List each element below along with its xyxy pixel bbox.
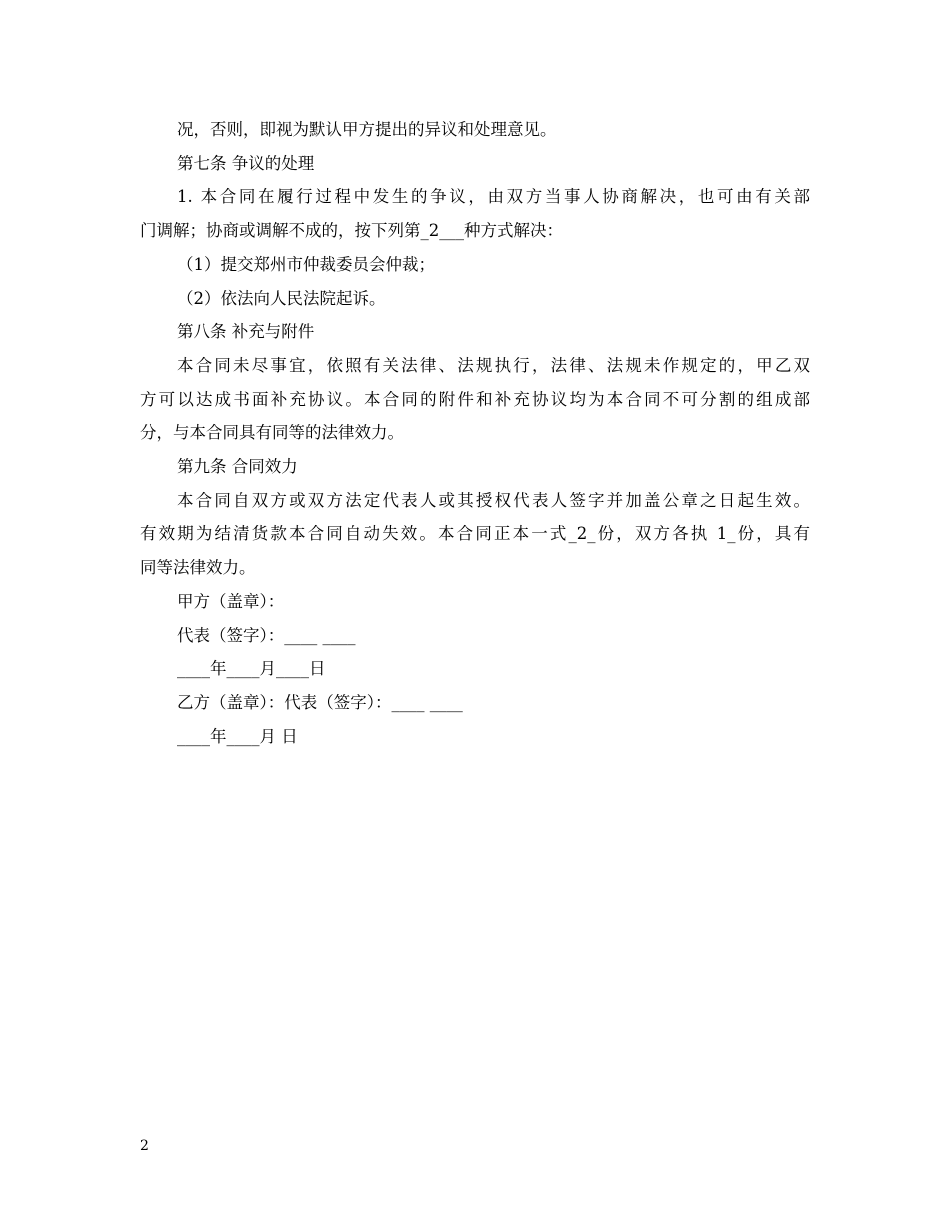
paragraph-line: 门调解；协商或调解不成的，按下列第_2___种方式解决： — [140, 221, 563, 241]
party-a-signature-line: 代表（签字）：____ ____ — [177, 625, 356, 645]
section-heading-article-9: 第九条 合同效力 — [177, 457, 298, 477]
paragraph-line: 况，否则，即视为默认甲方提出的异议和处理意见。 — [177, 120, 557, 139]
list-item: （1）提交郑州市仲裁委员会仲裁； — [177, 254, 435, 274]
page-number: 2 — [140, 1138, 149, 1154]
paragraph-line: 同等法律效力。 — [140, 558, 256, 578]
paragraph-line: 1. 本合同在履行过程中发生的争议，由双方当事人协商解决，也可由有关部 — [177, 187, 810, 207]
paragraph-line: 本合同未尽事宜，依照有关法律、法规执行，法律、法规未作规定的，甲乙双 — [177, 355, 810, 375]
document-body — [140, 113, 810, 753]
paragraph-line: 分，与本合同具有同等的法律效力。 — [140, 423, 404, 443]
party-a-date-line: ____年____月____日 — [177, 659, 326, 679]
section-heading-article-7: 第七条 争议的处理 — [177, 153, 315, 173]
party-b-date-line: ____年____月 日 — [177, 726, 298, 746]
list-item: （2）依法向人民法院起诉。 — [177, 288, 386, 308]
party-a-seal-line: 甲方（盖章）： — [177, 591, 285, 611]
paragraph-line: 有效期为结清货款本合同自动失效。本合同正本一式_2_份，双方各执 1_份，具有 — [140, 524, 810, 544]
paragraph-line: 本合同自双方或双方法定代表人或其授权代表人签字并加盖公章之日起生效。 — [177, 490, 810, 510]
section-heading-article-8: 第八条 补充与附件 — [177, 322, 315, 342]
party-b-seal-signature-line: 乙方（盖章）：代表（签字）：____ ____ — [177, 692, 463, 712]
paragraph-line: 方可以达成书面补充协议。本合同的附件和补充协议均为本合同不可分割的组成部 — [140, 389, 810, 409]
